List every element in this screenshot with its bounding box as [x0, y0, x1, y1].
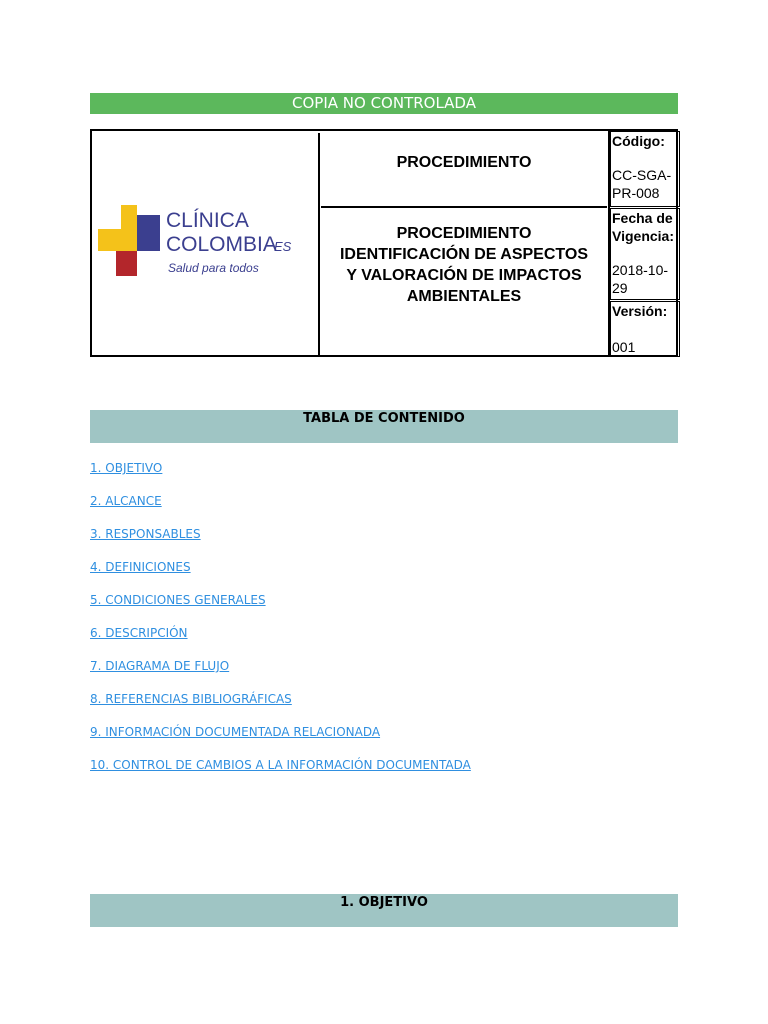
- doc-title-line: PROCEDIMIENTO: [396, 225, 532, 242]
- doc-type-cell: [321, 133, 607, 208]
- section-objetivo-title: 1. OBJETIVO: [340, 895, 428, 910]
- codigo-label: Código:: [612, 133, 665, 149]
- toc-title: TABLA DE CONTENIDO: [303, 411, 465, 426]
- codigo-box: [610, 131, 680, 207]
- doc-type: PROCEDIMIENTO: [396, 154, 532, 171]
- toc-title-bar: [90, 410, 678, 443]
- fecha-value-line: 2018-10-: [612, 262, 669, 278]
- fecha-box: [610, 208, 680, 300]
- clinica-colombia-logo: [94, 133, 318, 353]
- toc-link-definiciones[interactable]: 4. DEFINICIONES: [90, 560, 191, 574]
- toc-link-diagrama-de-flujo[interactable]: 7. DIAGRAMA DE FLUJO: [90, 659, 230, 673]
- copia-no-controlada-banner: COPIA NO CONTROLADA: [90, 93, 678, 114]
- codigo-value-line: PR-008: [612, 185, 660, 201]
- logo-tagline: Salud para todos: [168, 261, 259, 275]
- logo-blue-shape: [137, 215, 160, 229]
- document-header-table: [90, 129, 678, 357]
- version-box: [610, 301, 680, 357]
- doc-title-line: Y VALORACIÓN DE IMPACTOS: [346, 267, 582, 284]
- toc-link-responsables[interactable]: 3. RESPONSABLES: [90, 527, 201, 541]
- fecha-label-line: Fecha de: [612, 210, 673, 226]
- codigo-value-line: CC-SGA-: [612, 167, 672, 183]
- toc-link-objetivo[interactable]: 1. OBJETIVO: [90, 461, 163, 475]
- version-value: 001: [612, 339, 636, 355]
- fecha-label-line: Vigencia:: [612, 228, 674, 244]
- toc-link-referencias[interactable]: 8. REFERENCIAS BIBLIOGRÁFICAS: [90, 692, 292, 706]
- toc-link-condiciones-generales[interactable]: 5. CONDICIONES GENERALES: [90, 593, 266, 607]
- doc-title-line: AMBIENTALES: [406, 288, 522, 305]
- toc-link-informacion-documentada[interactable]: 9. INFORMACIÓN DOCUMENTADA RELACIONADA: [90, 725, 381, 739]
- doc-title-cell: [321, 211, 607, 355]
- logo-name2: COLOMBIA: [166, 233, 277, 256]
- logo-suffix: ES: [274, 239, 292, 254]
- logo-blue-shape-main: [137, 229, 160, 251]
- logo-yellow-shape-left: [98, 229, 137, 251]
- logo-name: CLÍNICA: [166, 209, 249, 232]
- logo-yellow-shape: [121, 205, 137, 229]
- logo-red-shape: [116, 251, 137, 276]
- toc-link-control-de-cambios[interactable]: 10. CONTROL DE CAMBIOS A LA INFORMACIÓN DOCUMENTADA: [90, 758, 471, 772]
- doc-title-line: IDENTIFICACIÓN DE ASPECTOS: [339, 246, 589, 263]
- section-objetivo-bar: [90, 894, 678, 927]
- doc-title: [321, 211, 607, 307]
- version-label: Versión:: [612, 303, 668, 319]
- metadata-column: [608, 131, 678, 357]
- toc-link-descripcion[interactable]: 6. DESCRIPCIÓN: [90, 626, 188, 640]
- fecha-value-line: 29: [612, 280, 628, 296]
- logo-cell: [94, 133, 320, 355]
- toc-link-alcance[interactable]: 2. ALCANCE: [90, 494, 162, 508]
